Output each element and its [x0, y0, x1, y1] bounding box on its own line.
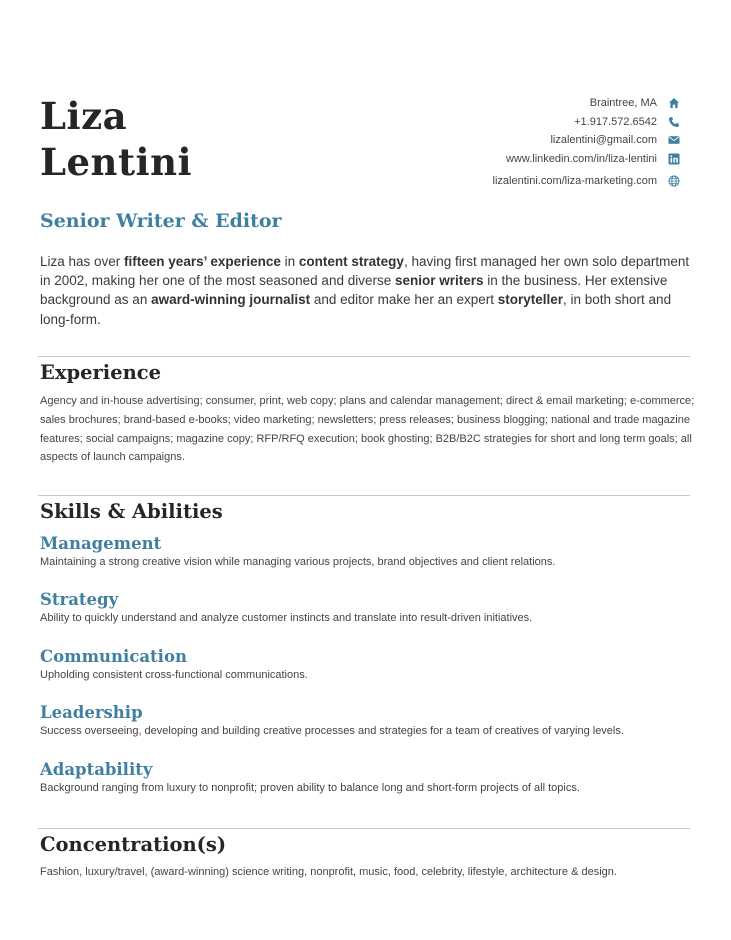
skill-name: Adaptability: [40, 760, 153, 779]
contact-block: [493, 94, 681, 190]
summary-text: , in both short and long-form.: [40, 292, 672, 327]
skill-description: Maintaining a strong creative vision while managing various projects, brand objectives and client relations.: [40, 556, 556, 568]
last-name: Lentini: [40, 140, 193, 184]
summary-emphasis: storyteller: [497, 292, 563, 308]
skill-name: Strategy: [40, 590, 119, 609]
skill-communication: [40, 647, 700, 683]
experience-heading: Experience: [40, 361, 162, 384]
summary-paragraph: [40, 252, 690, 329]
section-divider: [38, 356, 690, 357]
skill-management: [40, 534, 700, 570]
section-divider: [38, 828, 690, 829]
summary-emphasis: fifteen years’ experience: [124, 254, 281, 269]
concentrations-heading: Concentration(s): [40, 833, 227, 856]
summary-text: in the business. Her extensive background as an: [40, 273, 668, 308]
skill-description: Success overseeing, developing and building creative processes and strategies for a team of creatives of varying levels.: [40, 725, 624, 737]
email-text[interactable]: lizalentini@gmail.com: [550, 134, 657, 146]
summary-text: , having first managed her own solo department in 2002, making her one of the most seasoned and diverse: [40, 254, 690, 289]
skill-name: Leadership: [40, 703, 143, 722]
linkedin-icon: [667, 152, 681, 166]
phone-text[interactable]: +1.917.572.6542: [574, 115, 657, 128]
skill-name: Communication: [40, 647, 187, 666]
skill-description: Background ranging from luxury to nonprofit; proven ability to balance long and short-form projects of all topics.: [40, 782, 580, 794]
website-text[interactable]: lizalentini.com/liza-marketing.com: [492, 174, 657, 187]
concentrations-text: Fashion, luxury/travel, (award-winning) science writing, nonprofit, music, food, celebrity, lifestyle, architecture & design.: [40, 866, 617, 878]
skill-leadership: [40, 703, 700, 739]
summary-text: Liza has over: [40, 254, 125, 269]
home-icon: [667, 96, 681, 110]
first-name: Liza: [40, 94, 128, 138]
summary-text: in: [280, 254, 299, 269]
summary-emphasis: senior writers: [394, 273, 484, 289]
summary-text: and editor make her an expert: [310, 292, 498, 308]
contact-email: [493, 131, 681, 149]
summary-emphasis: content strategy: [298, 254, 404, 269]
skill-name: Management: [40, 534, 162, 553]
contact-address: [493, 94, 681, 112]
contact-linkedin: [493, 150, 681, 168]
candidate-name: [40, 93, 192, 185]
skill-description: Ability to quickly understand and analyze customer instincts and translate into result-driven initiatives.: [40, 612, 533, 624]
linkedin-text[interactable]: www.linkedin.com/in/liza-lentini: [505, 152, 657, 165]
globe-icon: [667, 174, 681, 188]
contact-website: [493, 172, 681, 190]
experience-text: Agency and in-house advertising; consumer, print, web copy; plans and calendar management; direct & email marketing; e-commerce; sales brochures; brand-based e-books; video marketing; newsletters; press releases; business blogging; national and trade magazine features; social campaigns; magazine copy; RFP/RFQ execution; book ghosting; B2B/B2C strategies for short and long term goals; all aspects of launch campaigns.: [40, 395, 695, 464]
section-divider: [38, 495, 690, 496]
email-icon: [667, 133, 681, 147]
phone-icon: [667, 115, 681, 129]
skills-heading: Skills & Abilities: [40, 500, 223, 523]
skill-adaptability: [40, 760, 700, 796]
skill-description: Upholding consistent cross-functional communications.: [40, 669, 308, 681]
summary-emphasis: award-winning journalist: [151, 292, 311, 308]
skill-strategy: [40, 590, 700, 626]
contact-phone: [493, 113, 681, 131]
job-title: Senior Writer & Editor: [40, 210, 282, 232]
address-text: Braintree, MA: [589, 97, 657, 109]
